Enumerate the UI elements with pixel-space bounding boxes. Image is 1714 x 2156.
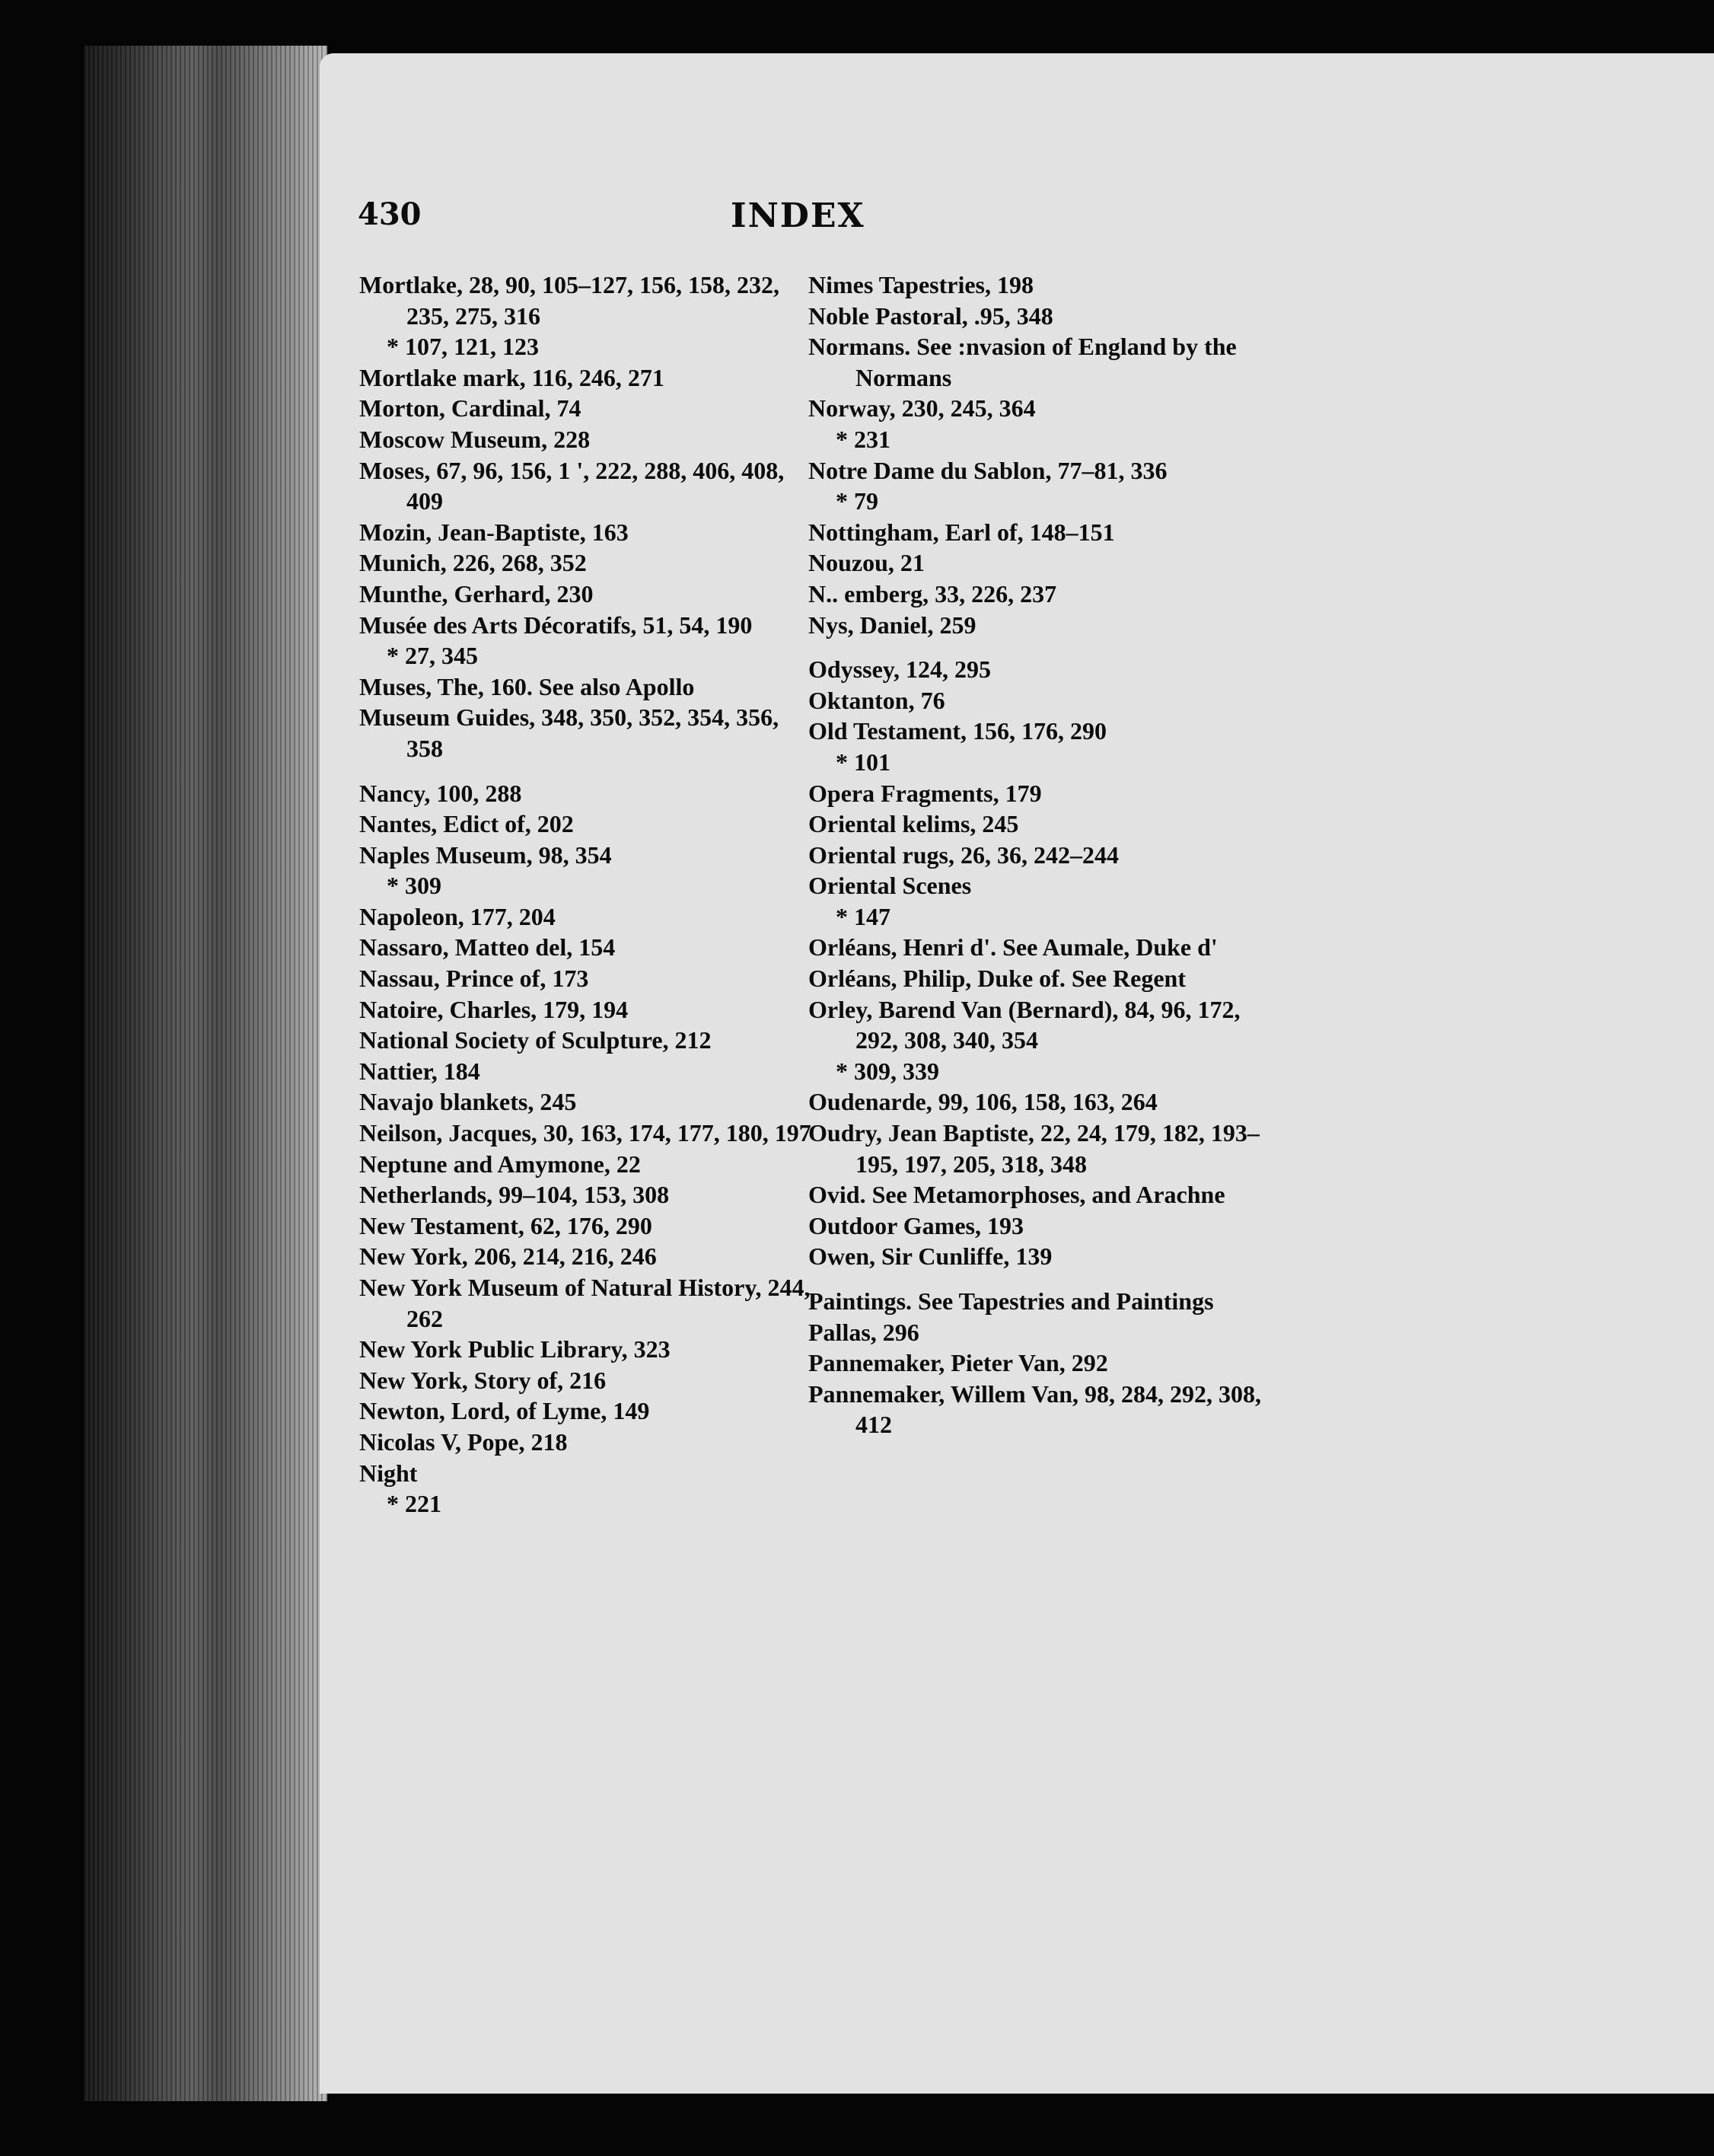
index-entry: Pallas, 296 (808, 1318, 919, 1346)
index-entry: Notre Dame du Sablon, 77–81, 336 (808, 456, 1168, 484)
index-entry: New York Public Library, 323 (359, 1335, 671, 1363)
index-entry: Mozin, Jean-Baptiste, 163 (359, 518, 629, 546)
index-illustration-ref: * 79 (836, 487, 878, 515)
index-entry: Nimes Tapestries, 198 (808, 271, 1034, 298)
index-entry: Nassau, Prince of, 173 (359, 965, 589, 993)
running-head (0, 196, 1714, 242)
index-entry: Musée des Arts Décoratifs, 51, 54, 190 (359, 611, 753, 639)
index-entry: Neptune and Amymone, 22 (359, 1150, 641, 1178)
index-entry: Orléans, Philip, Duke of. See Regent (808, 965, 1186, 993)
index-entry: Mortlake, 28, 90, 105–127, 156, 158, 232, 235, 275, 316 (359, 271, 779, 330)
index-illustration-ref: * 221 (387, 1490, 441, 1518)
index-entry: Norway, 230, 245, 364 (808, 394, 1036, 423)
index-entry: Mortlake mark, 116, 246, 271 (359, 363, 664, 391)
index-illustration-ref: * 147 (836, 902, 890, 930)
index-entry: Nattier, 184 (359, 1057, 480, 1085)
index-column-right (808, 270, 1265, 1440)
index-entry: Ovid. See Metamorphoses, and Arachne (808, 1181, 1225, 1209)
index-entry: Outdoor Games, 193 (808, 1211, 1024, 1239)
index-entry: Muses, The, 160. See also Apollo (359, 672, 695, 700)
index-entry: Museum Guides, 348, 350, 352, 354, 356, 358 (359, 703, 779, 762)
index-entry: Netherlands, 99–104, 153, 308 (359, 1181, 670, 1209)
index-entry: Moses, 67, 96, 156, 1 ', 222, 288, 406, 408, 409 (359, 456, 785, 515)
index-entry: Morton, Cardinal, 74 (359, 394, 581, 423)
index-entry: Moscow Museum, 228 (359, 425, 591, 453)
index-illustration-ref: * 309 (387, 872, 441, 900)
index-entry: Oudenarde, 99, 106, 158, 163, 264 (808, 1088, 1158, 1116)
index-entry: Munthe, Gerhard, 230 (359, 579, 594, 608)
index-entry: Oriental rugs, 26, 36, 242–244 (808, 840, 1119, 869)
index-entry: Old Testament, 156, 176, 290 (808, 717, 1107, 745)
index-entry: Nassaro, Matteo del, 154 (359, 933, 616, 962)
index-entry: Oudry, Jean Baptiste, 22, 24, 179, 182, 193–195, 197, 205, 318, 348 (808, 1119, 1260, 1178)
index-illustration-ref: * 27, 345 (387, 642, 478, 670)
index-entry: Orléans, Henri d'. See Aumale, Duke d' (808, 933, 1218, 962)
index-entry: Naples Museum, 98, 354 (359, 840, 612, 869)
index-entry: Nantes, Edict of, 202 (359, 810, 574, 838)
running-title: INDEX (731, 196, 865, 235)
index-entry: National Society of Sculpture, 212 (359, 1026, 712, 1054)
index-entry: Opera Fragments, 179 (808, 779, 1042, 807)
index-entry: New York, 206, 214, 216, 246 (359, 1242, 657, 1271)
index-entry: Orley, Barend Van (Bernard), 84, 96, 172, 292, 308, 340, 354 (808, 995, 1241, 1054)
index-entry: New Testament, 62, 176, 290 (359, 1211, 652, 1239)
index-entry: Night (359, 1459, 418, 1487)
index-entry: New York, Story of, 216 (359, 1366, 607, 1394)
index-entry: Munich, 226, 268, 352 (359, 549, 587, 577)
index-entry: Nys, Daniel, 259 (808, 611, 976, 639)
index-entry: Paintings. See Tapestries and Paintings (808, 1287, 1214, 1315)
index-entry: Navajo blankets, 245 (359, 1088, 577, 1116)
index-entry: N.. emberg, 33, 226, 237 (808, 579, 1057, 608)
index-entry: Oriental kelims, 245 (808, 810, 1019, 838)
index-entry: Nouzou, 21 (808, 549, 925, 577)
index-entry: Neilson, Jacques, 30, 163, 174, 177, 180, 197 (359, 1119, 811, 1147)
index-entry: Odyssey, 124, 295 (808, 655, 992, 684)
index-entry: Noble Pastoral, .95, 348 (808, 301, 1053, 330)
index-entry: Newton, Lord, of Lyme, 149 (359, 1397, 650, 1425)
index-illustration-ref: * 309, 339 (836, 1057, 939, 1085)
index-entry: Pannemaker, Pieter Van, 292 (808, 1349, 1108, 1377)
index-entry: Oktanton, 76 (808, 686, 945, 714)
index-entry: Nancy, 100, 288 (359, 779, 522, 807)
book-page-edges (84, 46, 327, 2101)
index-entry: Oriental Scenes (808, 872, 972, 900)
index-entry: Nicolas V, Pope, 218 (359, 1427, 568, 1456)
index-entry: Natoire, Charles, 179, 194 (359, 995, 629, 1023)
page-number: 430 (358, 196, 422, 232)
index-entry: Nottingham, Earl of, 148–151 (808, 518, 1115, 546)
index-entry: Napoleon, 177, 204 (359, 902, 556, 930)
index-entry: Normans. See :nvasion of England by the Normans (808, 333, 1237, 391)
index-illustration-ref: * 107, 121, 123 (387, 333, 539, 361)
index-entry: Owen, Sir Cunliffe, 139 (808, 1242, 1053, 1271)
index-entry: New York Museum of Natural History, 244, 262 (359, 1274, 811, 1332)
index-illustration-ref: * 101 (836, 748, 890, 776)
index-column-left (359, 270, 816, 1520)
index-entry: Pannemaker, Willem Van, 98, 284, 292, 308, 412 (808, 1379, 1262, 1439)
index-illustration-ref: * 231 (836, 425, 890, 453)
